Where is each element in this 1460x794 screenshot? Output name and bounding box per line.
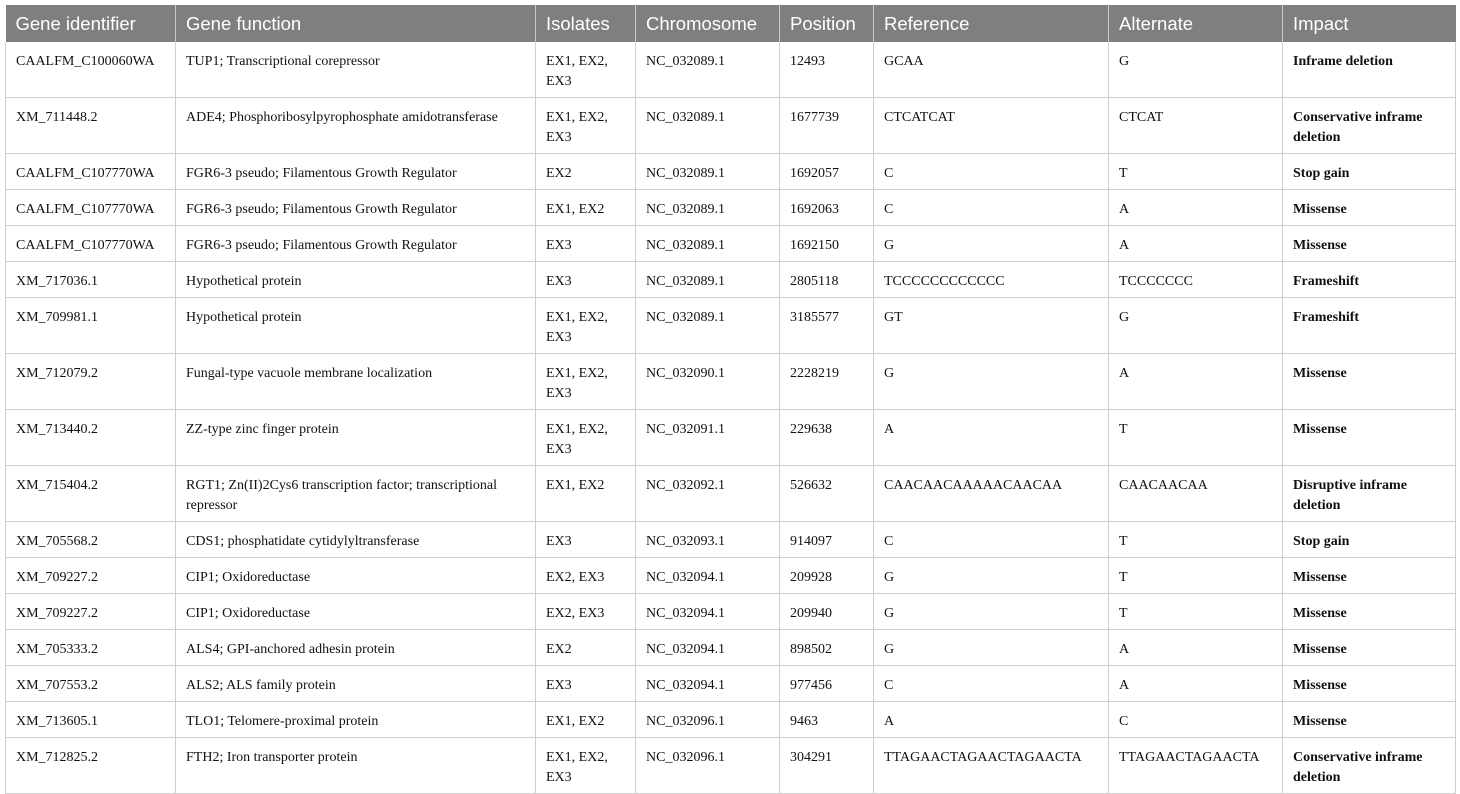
cell-position: 304291: [780, 738, 874, 794]
cell-impact: Conservative inframe deletion: [1283, 738, 1456, 794]
cell-position: 1692057: [780, 154, 874, 190]
cell-chromosome: NC_032094.1: [636, 594, 780, 630]
cell-gene-function: RGT1; Zn(II)2Cys6 transcription factor; transcriptional repressor: [176, 466, 536, 522]
cell-gene-function: Fungal-type vacuole membrane localization: [176, 354, 536, 410]
table-row: [6, 630, 1456, 666]
cell-alternate: CTCAT: [1109, 98, 1283, 154]
cell-gene-identifier: XM_713440.2: [6, 410, 176, 466]
header-position: Position: [780, 5, 874, 42]
cell-isolates: EX2: [536, 630, 636, 666]
cell-reference: A: [874, 410, 1109, 466]
cell-impact: Missense: [1283, 354, 1456, 410]
table-body: [6, 42, 1456, 794]
cell-gene-identifier: XM_709227.2: [6, 558, 176, 594]
header-reference: Reference: [874, 5, 1109, 42]
header-alternate: Alternate: [1109, 5, 1283, 42]
cell-gene-identifier: XM_709981.1: [6, 298, 176, 354]
cell-impact: Stop gain: [1283, 522, 1456, 558]
cell-gene-function: TLO1; Telomere-proximal protein: [176, 702, 536, 738]
cell-position: 1692150: [780, 226, 874, 262]
cell-alternate: A: [1109, 354, 1283, 410]
header-gene-function: Gene function: [176, 5, 536, 42]
cell-gene-function: ADE4; Phosphoribosylpyrophosphate amidotransferase: [176, 98, 536, 154]
cell-alternate: C: [1109, 702, 1283, 738]
cell-chromosome: NC_032089.1: [636, 42, 780, 98]
variant-table-container: [5, 5, 1455, 794]
cell-position: 229638: [780, 410, 874, 466]
cell-gene-identifier: XM_707553.2: [6, 666, 176, 702]
cell-reference: TTAGAACTAGAACTAGAACTA: [874, 738, 1109, 794]
cell-reference: C: [874, 522, 1109, 558]
cell-position: 1692063: [780, 190, 874, 226]
cell-position: 898502: [780, 630, 874, 666]
cell-chromosome: NC_032089.1: [636, 262, 780, 298]
cell-chromosome: NC_032089.1: [636, 154, 780, 190]
cell-isolates: EX2, EX3: [536, 558, 636, 594]
cell-isolates: EX1, EX2, EX3: [536, 410, 636, 466]
variant-table: [5, 5, 1456, 794]
cell-gene-function: Hypothetical protein: [176, 298, 536, 354]
cell-gene-identifier: XM_709227.2: [6, 594, 176, 630]
cell-isolates: EX1, EX2, EX3: [536, 738, 636, 794]
cell-reference: C: [874, 190, 1109, 226]
cell-position: 977456: [780, 666, 874, 702]
cell-gene-identifier: CAALFM_C107770WA: [6, 154, 176, 190]
cell-isolates: EX3: [536, 522, 636, 558]
cell-isolates: EX2, EX3: [536, 594, 636, 630]
cell-impact: Stop gain: [1283, 154, 1456, 190]
cell-gene-function: CDS1; phosphatidate cytidylyltransferase: [176, 522, 536, 558]
cell-alternate: CAACAACAA: [1109, 466, 1283, 522]
table-row: [6, 738, 1456, 794]
header-impact: Impact: [1283, 5, 1456, 42]
cell-alternate: TCCCCCCC: [1109, 262, 1283, 298]
cell-chromosome: NC_032096.1: [636, 702, 780, 738]
cell-alternate: T: [1109, 410, 1283, 466]
cell-reference: G: [874, 594, 1109, 630]
cell-impact: Inframe deletion: [1283, 42, 1456, 98]
table-row: [6, 466, 1456, 522]
cell-position: 209940: [780, 594, 874, 630]
cell-reference: GCAA: [874, 42, 1109, 98]
cell-position: 2228219: [780, 354, 874, 410]
cell-alternate: A: [1109, 666, 1283, 702]
cell-alternate: G: [1109, 42, 1283, 98]
cell-isolates: EX1, EX2, EX3: [536, 298, 636, 354]
cell-gene-identifier: CAALFM_C107770WA: [6, 226, 176, 262]
table-row: [6, 702, 1456, 738]
table-row: [6, 98, 1456, 154]
cell-reference: G: [874, 226, 1109, 262]
cell-chromosome: NC_032089.1: [636, 226, 780, 262]
cell-gene-function: ALS4; GPI-anchored adhesin protein: [176, 630, 536, 666]
cell-isolates: EX1, EX2: [536, 190, 636, 226]
cell-reference: C: [874, 154, 1109, 190]
cell-isolates: EX3: [536, 226, 636, 262]
cell-position: 914097: [780, 522, 874, 558]
cell-position: 526632: [780, 466, 874, 522]
cell-isolates: EX1, EX2: [536, 466, 636, 522]
cell-chromosome: NC_032096.1: [636, 738, 780, 794]
cell-reference: TCCCCCCCCCCCC: [874, 262, 1109, 298]
cell-isolates: EX3: [536, 666, 636, 702]
cell-gene-function: FGR6-3 pseudo; Filamentous Growth Regulator: [176, 226, 536, 262]
cell-alternate: TTAGAACTAGAACTA: [1109, 738, 1283, 794]
cell-impact: Missense: [1283, 702, 1456, 738]
cell-impact: Missense: [1283, 190, 1456, 226]
cell-position: 3185577: [780, 298, 874, 354]
cell-isolates: EX3: [536, 262, 636, 298]
table-row: [6, 594, 1456, 630]
cell-gene-identifier: CAALFM_C100060WA: [6, 42, 176, 98]
cell-gene-function: TUP1; Transcriptional corepressor: [176, 42, 536, 98]
cell-isolates: EX1, EX2: [536, 702, 636, 738]
table-row: [6, 298, 1456, 354]
table-row: [6, 42, 1456, 98]
cell-impact: Conservative inframe deletion: [1283, 98, 1456, 154]
cell-reference: CAACAACAAAAACAACAA: [874, 466, 1109, 522]
header-gene-identifier: Gene identifier: [6, 5, 176, 42]
cell-gene-identifier: XM_715404.2: [6, 466, 176, 522]
cell-gene-function: ALS2; ALS family protein: [176, 666, 536, 702]
cell-alternate: T: [1109, 558, 1283, 594]
cell-chromosome: NC_032089.1: [636, 98, 780, 154]
cell-impact: Missense: [1283, 666, 1456, 702]
table-row: [6, 558, 1456, 594]
cell-gene-identifier: XM_713605.1: [6, 702, 176, 738]
cell-gene-function: ZZ-type zinc finger protein: [176, 410, 536, 466]
table-row: [6, 190, 1456, 226]
cell-chromosome: NC_032089.1: [636, 190, 780, 226]
cell-reference: C: [874, 666, 1109, 702]
table-row: [6, 354, 1456, 410]
cell-impact: Missense: [1283, 630, 1456, 666]
cell-position: 12493: [780, 42, 874, 98]
cell-gene-function: CIP1; Oxidoreductase: [176, 558, 536, 594]
table-row: [6, 226, 1456, 262]
cell-gene-function: CIP1; Oxidoreductase: [176, 594, 536, 630]
cell-gene-function: FGR6-3 pseudo; Filamentous Growth Regulator: [176, 190, 536, 226]
table-row: [6, 522, 1456, 558]
cell-chromosome: NC_032093.1: [636, 522, 780, 558]
cell-alternate: T: [1109, 522, 1283, 558]
cell-reference: G: [874, 630, 1109, 666]
cell-gene-identifier: CAALFM_C107770WA: [6, 190, 176, 226]
cell-chromosome: NC_032094.1: [636, 666, 780, 702]
cell-gene-identifier: XM_712825.2: [6, 738, 176, 794]
cell-reference: G: [874, 558, 1109, 594]
table-row: [6, 262, 1456, 298]
cell-alternate: T: [1109, 594, 1283, 630]
cell-impact: Missense: [1283, 594, 1456, 630]
cell-gene-identifier: XM_705568.2: [6, 522, 176, 558]
cell-reference: A: [874, 702, 1109, 738]
cell-gene-identifier: XM_705333.2: [6, 630, 176, 666]
cell-chromosome: NC_032094.1: [636, 630, 780, 666]
cell-isolates: EX1, EX2, EX3: [536, 98, 636, 154]
cell-alternate: G: [1109, 298, 1283, 354]
cell-impact: Disruptive inframe deletion: [1283, 466, 1456, 522]
cell-chromosome: NC_032094.1: [636, 558, 780, 594]
cell-gene-identifier: XM_712079.2: [6, 354, 176, 410]
cell-gene-function: Hypothetical protein: [176, 262, 536, 298]
cell-isolates: EX2: [536, 154, 636, 190]
cell-alternate: A: [1109, 190, 1283, 226]
table-row: [6, 666, 1456, 702]
header-row: [6, 5, 1456, 42]
cell-alternate: T: [1109, 154, 1283, 190]
cell-position: 9463: [780, 702, 874, 738]
cell-position: 1677739: [780, 98, 874, 154]
cell-gene-function: FGR6-3 pseudo; Filamentous Growth Regulator: [176, 154, 536, 190]
cell-chromosome: NC_032092.1: [636, 466, 780, 522]
table-row: [6, 154, 1456, 190]
cell-isolates: EX1, EX2, EX3: [536, 354, 636, 410]
header-isolates: Isolates: [536, 5, 636, 42]
cell-chromosome: NC_032090.1: [636, 354, 780, 410]
table-row: [6, 410, 1456, 466]
cell-impact: Missense: [1283, 558, 1456, 594]
header-chromosome: Chromosome: [636, 5, 780, 42]
cell-gene-identifier: XM_717036.1: [6, 262, 176, 298]
cell-gene-identifier: XM_711448.2: [6, 98, 176, 154]
cell-gene-function: FTH2; Iron transporter protein: [176, 738, 536, 794]
cell-impact: Frameshift: [1283, 298, 1456, 354]
cell-chromosome: NC_032091.1: [636, 410, 780, 466]
cell-reference: G: [874, 354, 1109, 410]
cell-impact: Missense: [1283, 226, 1456, 262]
cell-alternate: A: [1109, 630, 1283, 666]
cell-position: 2805118: [780, 262, 874, 298]
cell-impact: Frameshift: [1283, 262, 1456, 298]
cell-reference: CTCATCAT: [874, 98, 1109, 154]
cell-isolates: EX1, EX2, EX3: [536, 42, 636, 98]
cell-chromosome: NC_032089.1: [636, 298, 780, 354]
cell-reference: GT: [874, 298, 1109, 354]
cell-position: 209928: [780, 558, 874, 594]
cell-impact: Missense: [1283, 410, 1456, 466]
cell-alternate: A: [1109, 226, 1283, 262]
